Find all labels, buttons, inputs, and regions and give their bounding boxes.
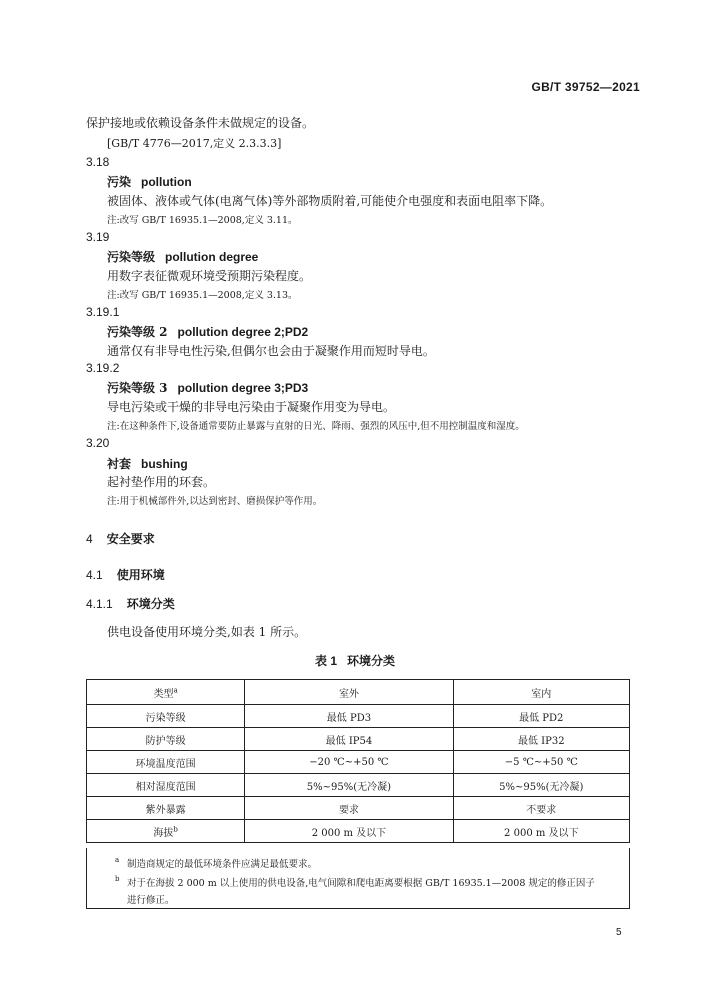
- row-label-text: 海拔: [153, 827, 174, 839]
- term-pollution-degree: [107, 248, 258, 265]
- term-cn: 污染等级 2: [107, 325, 168, 339]
- term-pollution: [107, 173, 192, 190]
- continued-text-line: 保护接地或依赖设备条件未做规定的设备。: [86, 116, 315, 130]
- outdoor-value: 2 000 m 及以下: [245, 820, 453, 843]
- table-row: [87, 728, 630, 751]
- table-row: [87, 820, 630, 843]
- outdoor-value: −20 ℃~+50 ℃: [245, 751, 453, 774]
- table-header-row: [87, 680, 630, 705]
- header-outdoor: 室外: [245, 680, 453, 705]
- heading-number: 4.1: [86, 568, 103, 582]
- header-indoor: 室内: [453, 680, 629, 705]
- heading-title: 安全要求: [106, 532, 155, 546]
- row-label: 污染等级: [87, 705, 245, 728]
- footnote-mark: a: [173, 686, 178, 695]
- clause-number-3-20: 3.20: [86, 436, 110, 450]
- table-footnotes: [86, 848, 630, 909]
- term-cn: 污染等级 3: [107, 381, 168, 395]
- page-number: 5: [616, 927, 622, 938]
- indoor-value: 最低 IP32: [453, 728, 629, 751]
- outdoor-value: 5%~95%(无冷凝): [245, 774, 453, 797]
- footnote-mark-a: a: [115, 856, 120, 864]
- term-en: pollution degree 3;PD3: [177, 381, 309, 395]
- table-row: [87, 797, 630, 820]
- term-cn: 衬套: [107, 457, 132, 471]
- row-label: 相对湿度范围: [87, 774, 245, 797]
- row-label: [87, 820, 245, 843]
- row-label: 紫外暴露: [87, 797, 245, 820]
- outdoor-value: 要求: [245, 797, 453, 820]
- outdoor-value: 最低 PD3: [245, 705, 453, 728]
- definition-3-20: 起衬垫作用的环套。: [107, 475, 216, 489]
- indoor-value: 最低 PD2: [453, 705, 629, 728]
- row-label: 环境温度范围: [87, 751, 245, 774]
- term-pollution-degree-3: [107, 379, 308, 396]
- footnote-b-continued: 进行修正。: [127, 895, 175, 906]
- reference-bracket: [GB/T 4776—2017,定义 2.3.3.3]: [107, 137, 282, 150]
- definition-3-19-2: 导电污染或干燥的非导电污染由于凝聚作用变为导电。: [107, 400, 396, 414]
- standard-code-header: GB/T 39752—2021: [531, 80, 640, 94]
- definition-3-19-1: 通常仅有非导电性污染,但偶尔也会由于凝聚作用而短时导电。: [107, 344, 435, 358]
- footnote-a: 制造商规定的最低环境条件应满足最低要求。: [127, 859, 318, 870]
- row-label: 防护等级: [87, 728, 245, 751]
- note-3-20: 注:用于机械部件外,以达到密封、磨损保护等作用。: [107, 496, 323, 507]
- indoor-value: 5%~95%(无冷凝): [453, 774, 629, 797]
- term-cn: 污染: [107, 175, 132, 189]
- clause-number-3-19: 3.19: [86, 230, 110, 244]
- heading-number: 4: [86, 532, 93, 546]
- environment-classification-table: [86, 679, 630, 843]
- table-caption: 表 1 环境分类: [314, 654, 395, 668]
- indoor-value: 不要求: [453, 797, 629, 820]
- definition-3-19: 用数字表征微观环境受预期污染程度。: [107, 269, 312, 283]
- term-pollution-degree-2: [107, 323, 308, 340]
- table-row: [87, 705, 630, 728]
- term-en: pollution: [141, 175, 192, 189]
- note-3-18: 注:改写 GB/T 16935.1—2008,定义 3.11。: [107, 215, 298, 226]
- table-row: [87, 751, 630, 774]
- heading-title: 环境分类: [126, 597, 175, 611]
- table-row: [87, 774, 630, 797]
- heading-4-1-1: [86, 595, 175, 612]
- term-bushing: [107, 455, 188, 472]
- term-en: bushing: [141, 457, 188, 471]
- note-3-19: 注:改写 GB/T 16935.1—2008,定义 3.13。: [107, 290, 298, 301]
- clause-number-3-19-2: 3.19.2: [86, 361, 120, 375]
- heading-number: 4.1.1: [86, 597, 113, 611]
- term-cn: 污染等级: [107, 250, 156, 264]
- heading-4-1: [86, 566, 165, 583]
- header-type-text: 类型: [153, 688, 174, 700]
- footnote-mark-b: b: [115, 875, 120, 883]
- indoor-value: 2 000 m 及以下: [453, 820, 629, 843]
- term-en: pollution degree: [165, 250, 259, 264]
- indoor-value: −5 ℃~+50 ℃: [453, 751, 629, 774]
- term-en: pollution degree 2;PD2: [177, 325, 309, 339]
- definition-3-18: 被固体、液体或气体(电离气体)等外部物质附着,可能使介电强度和表面电阻率下降。: [107, 194, 553, 208]
- intro-paragraph: 供电设备使用环境分类,如表 1 所示。: [107, 625, 307, 639]
- heading-title: 使用环境: [116, 568, 165, 582]
- clause-number-3-19-1: 3.19.1: [86, 305, 120, 319]
- footnote-mark: b: [173, 825, 178, 834]
- outdoor-value: 最低 IP54: [245, 728, 453, 751]
- clause-number-3-18: 3.18: [86, 155, 110, 169]
- footnote-b: 对于在海拔 2 000 m 以上使用的供电设备,电气间隙和爬电距离要根据 GB/T 16935.1—2008 规定的修正因子: [127, 878, 595, 889]
- note-3-19-2: 注:在这种条件下,设备通常要防止暴露与直射的日光、降雨、强烈的风压中,但不用控制温度和湿度。: [107, 421, 525, 432]
- heading-4: [86, 530, 155, 547]
- header-type: [87, 680, 245, 705]
